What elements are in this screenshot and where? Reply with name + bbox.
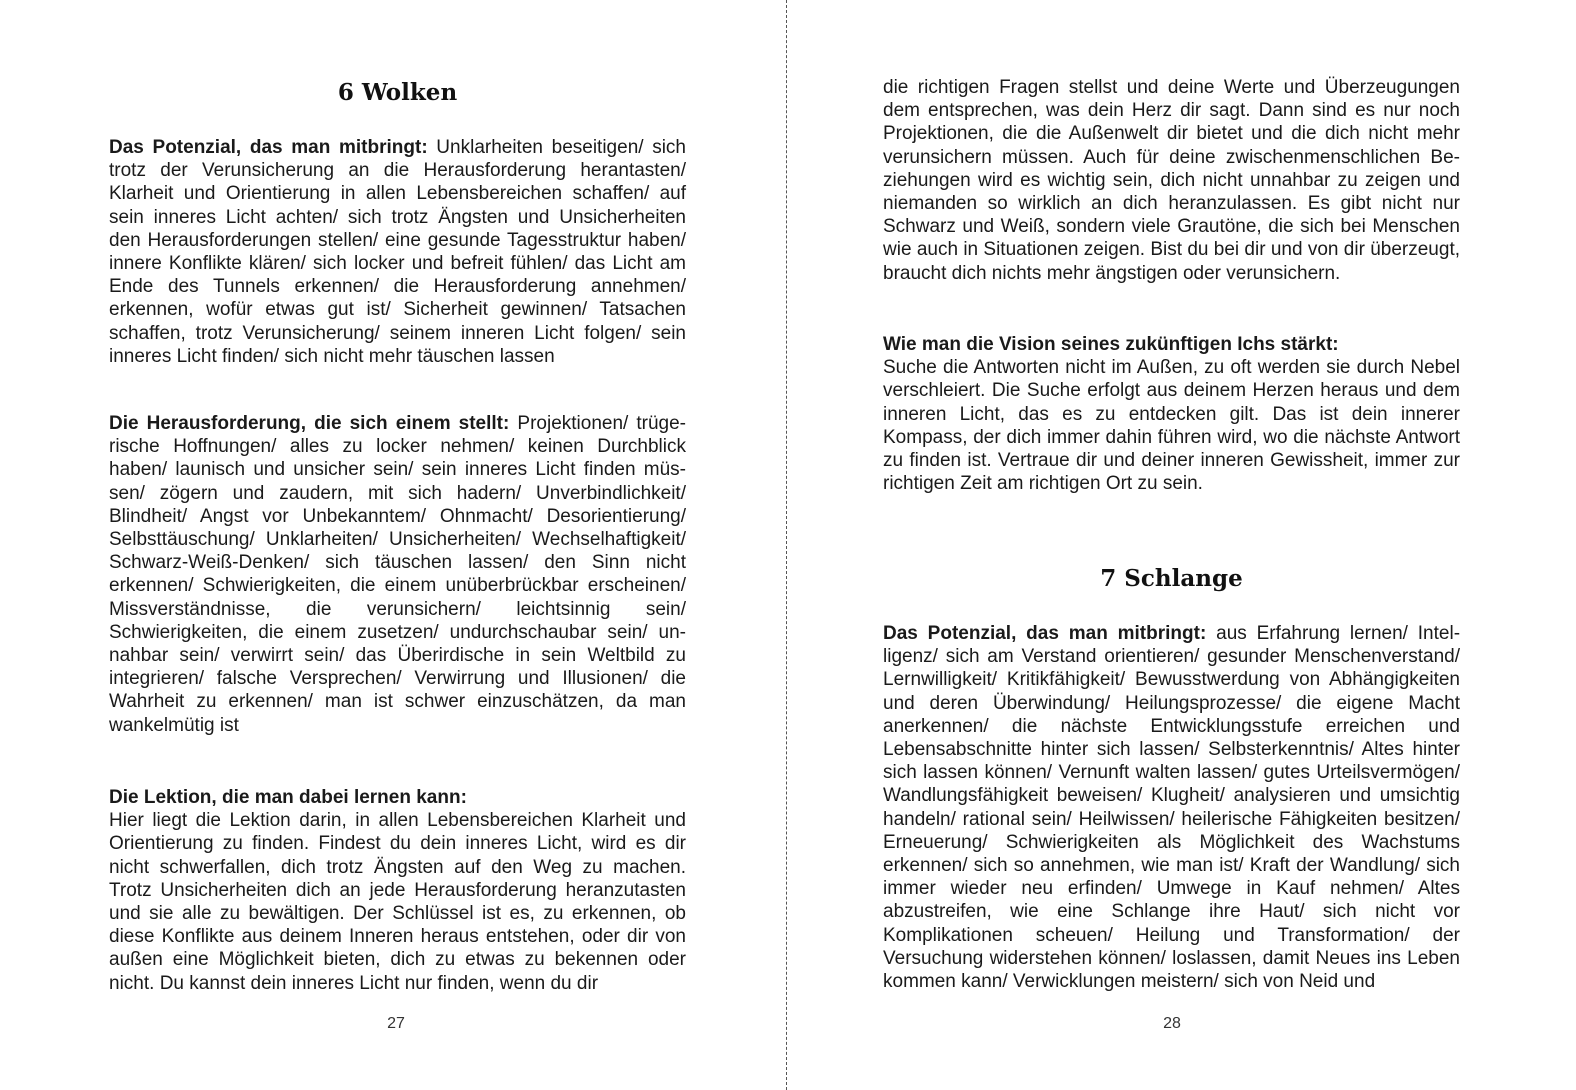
challenge-paragraph [109, 412, 686, 737]
page-number-left: 27 [387, 1015, 405, 1032]
lesson-label: Die Lektion, die man dabei lernen kann: [109, 787, 467, 808]
vision-text: Suche die Antworten nicht im Außen, zu oft werden sie durch Nebel verschleiert. Die Suche erfolgt aus deinem Herzen heraus und dem inneren Licht, das es zu entdecken gilt. Das ist dein innerer Kompass, der dich immer dahin führen wird, wo die nächste Antwort zu finden ist. Vertraue dir und deiner inneren Gewissheit, immer zur richtigen Zeit am richtigen Ort zu sein. [883, 357, 1460, 495]
potential-paragraph [109, 136, 686, 368]
potential-label: Das Potenzial, das man mitbringt: [109, 137, 428, 158]
right-page [787, 0, 1576, 1090]
chapter-title-schlange: 7 Schlange [1100, 565, 1243, 592]
snake-potential-paragraph [883, 622, 1460, 993]
vision-paragraph [883, 333, 1460, 495]
vision-label: Wie man die Vision seines zukünftigen Ichs stärkt: [883, 334, 1339, 355]
lesson-text: Hier liegt die Lektion darin, in allen Lebensbereichen Klarheit und Orientierung zu finden. Findest du dein inneres Licht, wird es dir nicht schwerfallen, dich trotz Ängsten auf den Weg zu machen. Trotz Unsicherheiten dich an jede Herausforderung heranzutasten und sie alle zu bewältigen. Der Schlüssel ist es, zu erkennen, ob diese Konflikte aus deinem Inneren heraus entstehen, oder dir von außen eine Möglichkeit bieten, dich zu etwas zu bekennen oder nicht. Du kannst dein inneres Licht nur finden, wenn du dir [109, 810, 686, 994]
snake-potential-text: aus Erfahrung lernen/ Intelligenz/ sich am Verstand orientieren/ gesunder Menschenverstand/ Lernwilligkeit/ Kritikfähigkeit/ Bewusstwerdung von Abhängigkeiten und deren Überwindung/ Heilungsprozesse/ die eigene Macht anerkennen/ die nächste Entwicklungsstufe erreichen und Lebensabschnitte hinter sich lassen/ Selbsterkenntnis/ Altes hinter sich lassen können/ Vernunft walten lassen/ gutes Urteilsvermögen/ Wandlungsfähigkeit beweisen/ Klugheit/ analysieren und umsichtig handeln/ rational sein/ Heilwissen/ heilerische Fähigkeiten besitzen/ Erneuerung/ Schwierigkeiten als Möglichkeit des Wachstums erkennen/ sich so annehmen, wie man ist/ Kraft der Wandlung/ sich immer wieder neu erfinden/ Umwege in Kauf nehmen/ Altes abzustreifen, wie eine Schlange ihre Haut/ sich nicht vor Komplikationen scheuen/ Heilung und Transformation/ der Versuchung widerstehen können/ loslassen, damit Neues ins Leben kommen kann/ Verwicklungen meistern/ sich von Neid und [883, 623, 1461, 993]
challenge-label: Die Herausforderung, die sich einem stellt: [109, 413, 510, 434]
snake-potential-label: Das Potenzial, das man mitbringt: [883, 623, 1207, 644]
lesson-paragraph [109, 786, 686, 995]
page-number-right: 28 [1163, 1015, 1181, 1032]
continuation-paragraph: die richtigen Fragen stellst und deine Werte und Überzeugungen dem entsprechen, was dein Herz dir sagt. Dann sind es nur noch Projektionen, die die Außenwelt dir bietet und die dich nicht mehr verunsichern müssen. Auch für deine zwischenmenschlichen Beziehungen wird es wichtig sein, dich nicht unnahbar zu zeigen und niemanden so wirklich an dich heranzulassen. Es gibt nicht nur Schwarz und Weiß, sondern viele Grautöne, die sich bei Menschen wie auch in Situationen zeigen. Bist du bei dir und von dir überzeugt, braucht dich nichts mehr ängstigen oder verunsichern. [883, 77, 1460, 284]
chapter-title-wolken: 6 Wolken [337, 79, 458, 106]
challenge-text: Projektionen/ trügerische Hoffnungen/ alles zu locker nehmen/ keinen Durchblick haben/ launisch und unsicher sein/ sein inneres Licht finden müssen/ zögern und zaudern, mit sich hadern/ Unverbindlichkeit/ Blindheit/ Angst vor Unbekanntem/ Ohnmacht/ Desorientierung/ Selbsttäuschung/ Unklarheiten/ Unsicherheiten/ Wechselhaftigkeit/ Schwarz-Weiß-Denken/ sich täuschen lassen/ den Sinn nicht erkennen/ Schwierigkeiten, die einem unüberbrückbar erscheinen/ Missverständnisse, die verunsichern/ leichtsinnig sein/ Schwierigkeiten, die einem zusetzen/ undurchschaubar sein/ unnahbar sein/ verwirrt sein/ das Überirdische in sein Weltbild zu integrieren/ falsche Versprechen/ Verwirrung und Illusionen/ die Wahrheit zu erkennen/ man ist schwer einzuschätzen, da man wankelmütig ist [109, 413, 686, 736]
left-page [0, 0, 786, 1090]
potential-text: Unklarheiten beseitigen/ sich trotz der Verunsicherung an die Herausforderung herantasten/ Klarheit und Orientierung in allen Lebensbereichen schaffen/ auf sein inneres Licht achten/ sich trotz Ängsten und Unsicherheiten den Herausforderungen stellen/ eine gesunde Tagesstruktur haben/ innere Konflikte klären/ sich locker und befreit fühlen/ das Licht am Ende des Tunnels erkennen/ die Herausforderung annehmen/ erkennen, wofür etwas gut ist/ Sicherheit gewinnen/ Tatsachen schaffen, trotz Verunsicherung/ seinem inneren Licht folgen/ sein inneres Licht finden/ sich nicht mehr täuschen lassen [109, 137, 686, 367]
